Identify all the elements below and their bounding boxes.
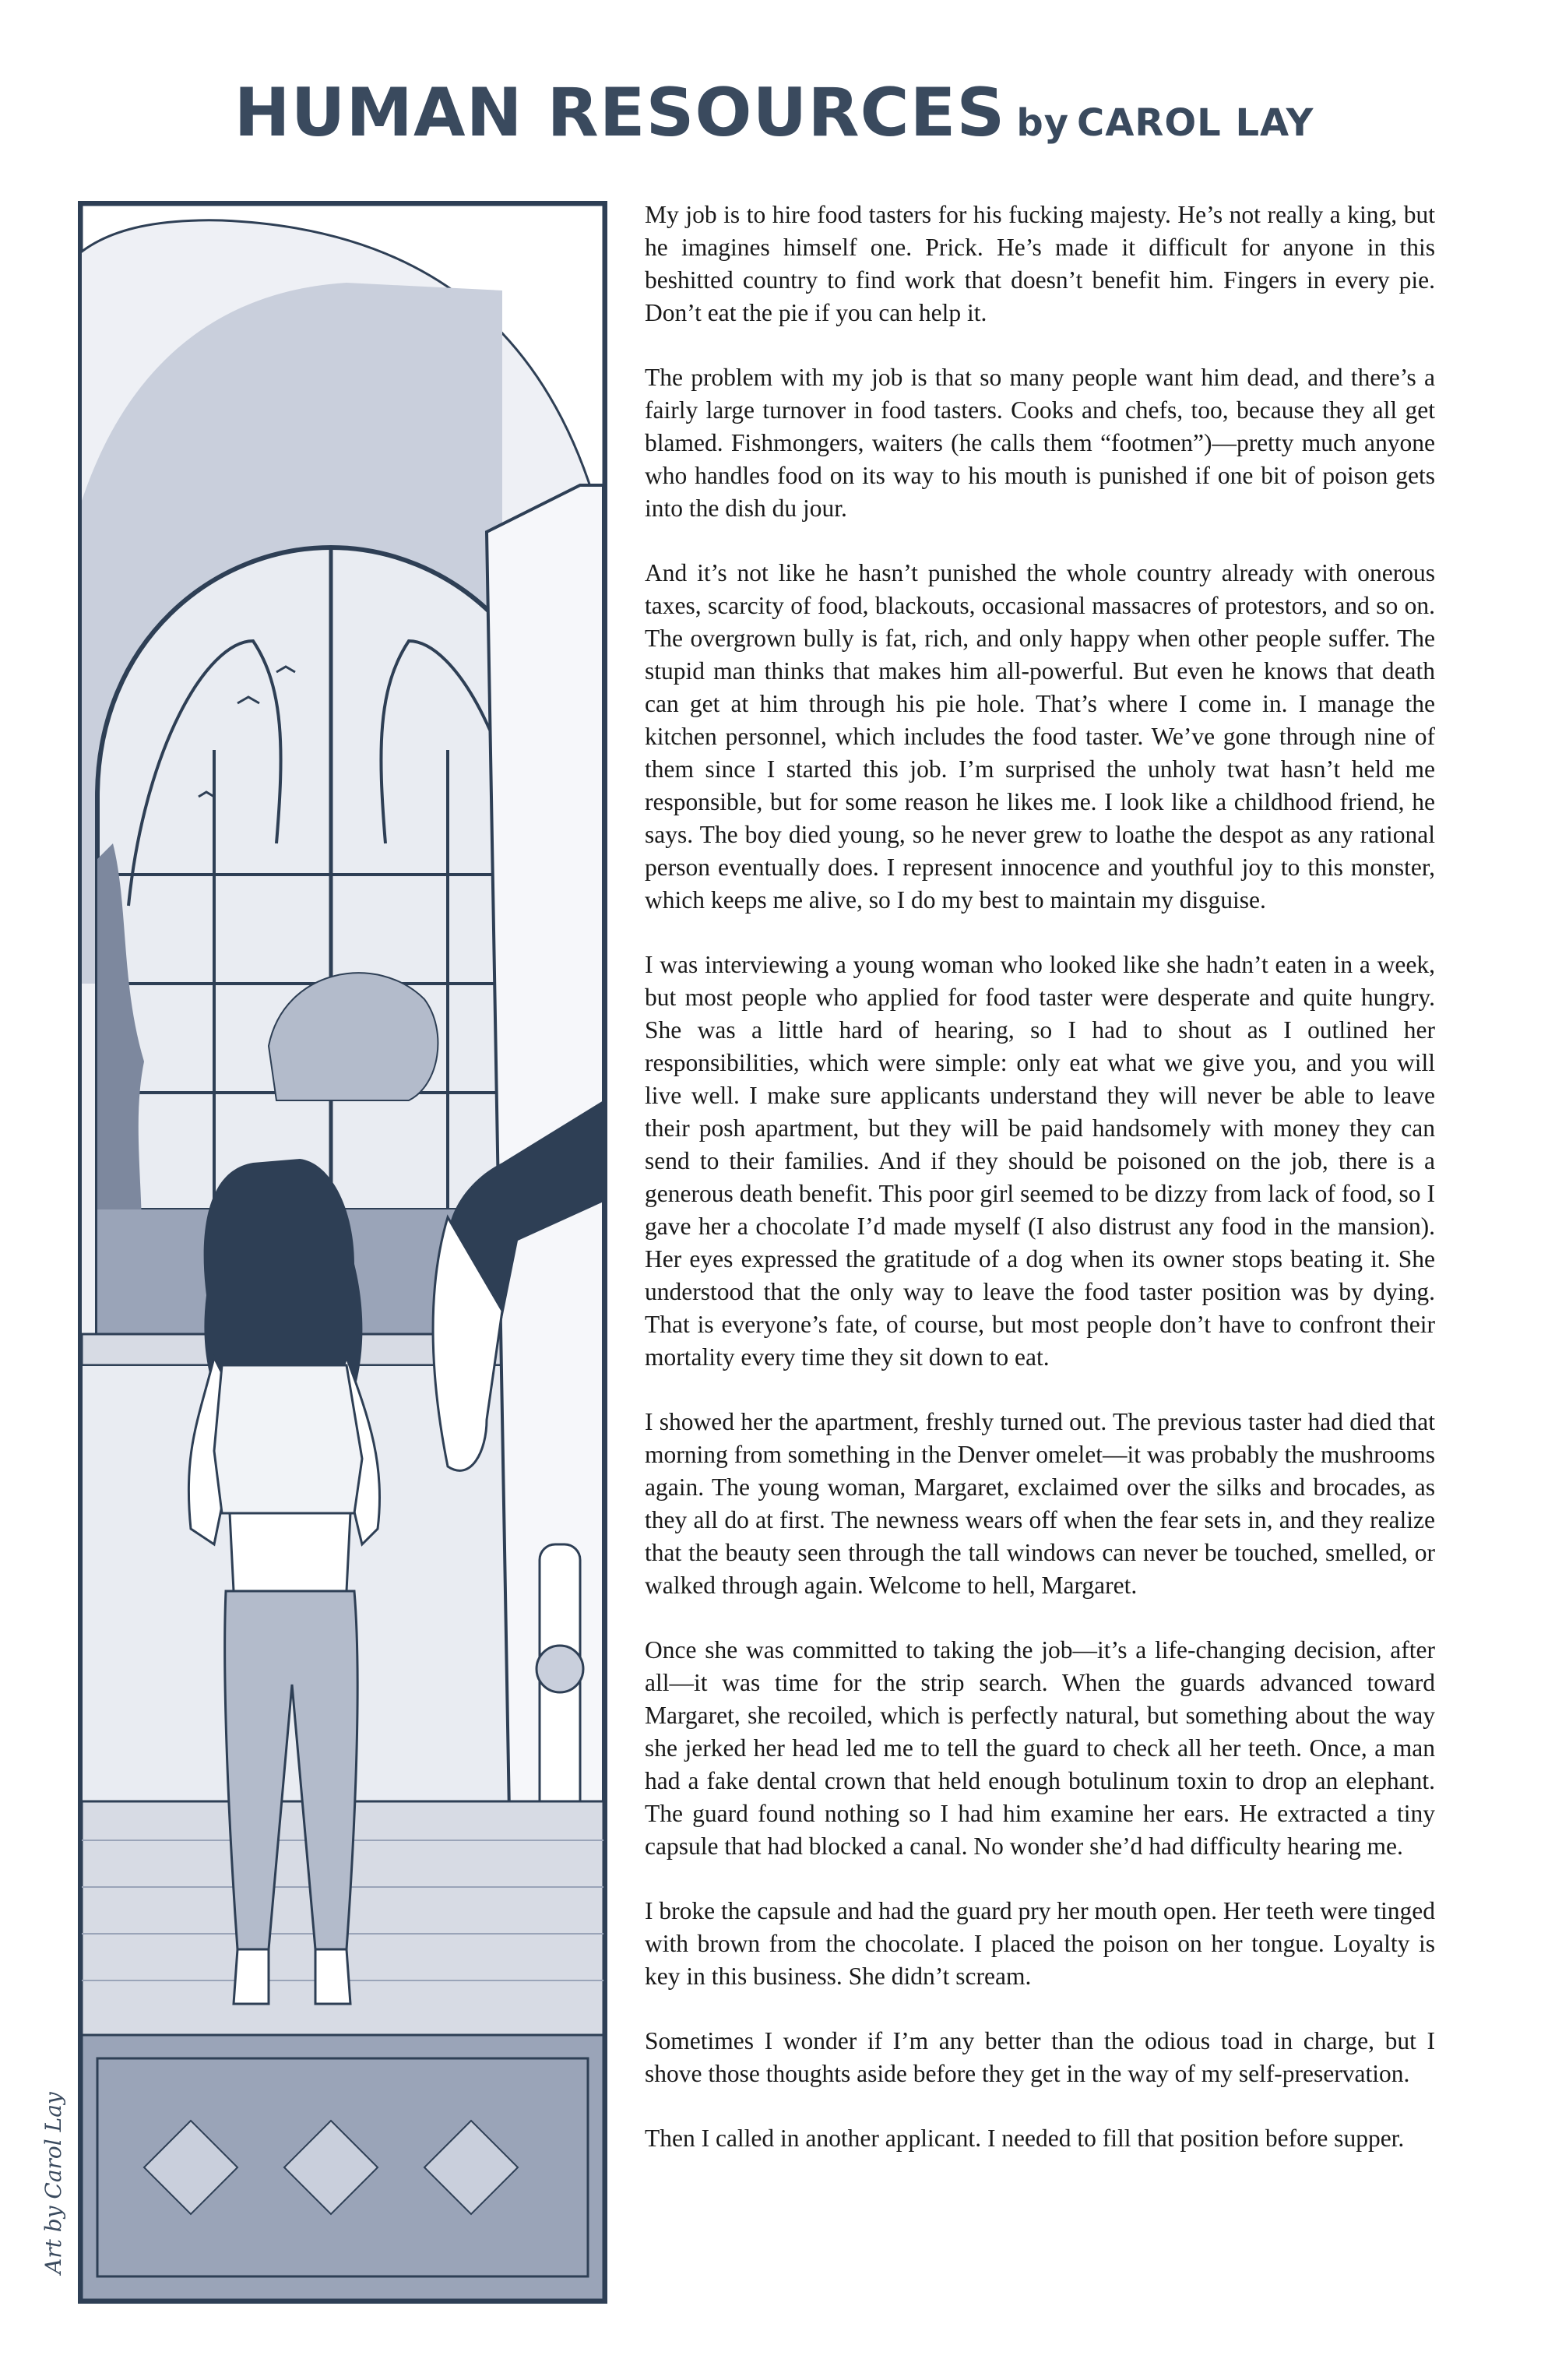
art-credit: Art by Carol Lay [40,2092,66,2274]
girl-shirt [214,1365,362,1513]
story-paragraph: The problem with my job is that so many people want him dead, and there’s a fairly large turnover in food tasters. Cooks and chefs, too, because they all get blamed. Fishmongers, waiters (he calls them “footmen”)—pretty much anyone who handles food on its way to his mouth is punished if one bit of poison gets into the dish du jour. [645,364,1435,522]
story-title: HUMAN RESOURCES [234,74,1006,152]
story-paragraph: I was interviewing a young woman who looked like she hadn’t eaten in a week, but most people who applied for food taster were desperate and quite hungry. She was a little hard of hearing, so I had to shout as I outlined her responsibilities, which were simple: only eat what we give you, and you will live well. I make sure applicants understand they will never be able to leave their posh apartment, but they will be paid handsomely with money they can send to their families. And if they should be poisoned on the job, there is a generous death benefit. This poor girl seemed to be dizzy from lack of food, so I gave her a chocolate I’d made myself (I also distrust any food in the mansion). Her eyes expressed the gratitude of a dog when its owner stops beating it. She understood that the only way to leave the food taster position was by dying. That is everyone’s fate, of course, but most people don’t have to confront their mortality every time they sit down to eat. [645,951,1435,1371]
story-paragraph: And it’s not like he hasn’t punished the whole country already with onerous taxes, scarcity of food, blackouts, occasional massacres of protestors, and so on. The overgrown bully is fat, rich, and only happy when other people suffer. The stupid man thinks that makes him all-powerful. But even he knows that death can get at him through his pie hole. That’s where I come in. I manage the kitchen personnel, which includes the food taster. We’ve gone through nine of them since I started this job. I’m surprised the unholy twat hasn’t held me responsible, but for some reason he likes me. I look like a childhood friend, he says. The boy died young, so he never grew to loathe the despot as any rational person eventually does. I represent innocence and youthful joy to this monster, which keeps me alive, so I do my best to maintain my disguise. [645,559,1435,914]
byline-author: CAROL LAY [1077,101,1314,145]
story-paragraph: I broke the capsule and had the guard pry her mouth open. Her teeth were tinged with brown from the chocolate. I placed the poison on her tongue. Loyalty is key in this business. She didn’t scream. [645,1897,1435,1990]
story-paragraph: Then I called in another applicant. I needed to fill that position before supper. [645,2125,1405,2152]
story-paragraph: I showed her the apartment, freshly turned out. The previous taster had died that morning from something in the Denver omelet—it was probably the mushrooms again. The young woman, Margaret, exclaimed over the silks and brocades, as they all do at first. The newness wears off when the fear sets in, and they realize that the beauty seen through the tall windows can never be touched, smelled, or walked through again. Welcome to hell, Margaret. [645,1408,1435,1599]
story-body [645,199,1435,2187]
story-paragraph: My job is to hire food tasters for his fucking majesty. He’s not really a king, but he imagines himself one. Prick. He’s made it difficult for anyone in this beshitted country to find work that doesn’t benefit him. Fingers in every pie. Don’t eat the pie if you can help it. [645,201,1435,326]
illustration-panel [78,201,607,2304]
illustration [82,205,603,2300]
story-paragraph: Once she was committed to taking the job—it’s a life-changing decision, after all—it was time for the strip search. When the guards advanced toward Margaret, she recoiled, which is perfectly natural, but something about the way she jerked her head led me to tell the guard to check all her teeth. Once, a man had a fake dental crown that held enough botulinum toxin to drop an elephant. The guard found nothing so I had him examine her ears. He extracted a tiny capsule that had blocked a canal. No wonder she’d had difficulty hearing me. [645,1636,1435,1860]
byline-by: by [1016,101,1070,145]
page-title [0,74,1548,152]
story-paragraph: Sometimes I wonder if I’m any better than the odious toad in charge, but I shove those thoughts aside before they get in the way of my self-preservation. [645,2027,1435,2087]
